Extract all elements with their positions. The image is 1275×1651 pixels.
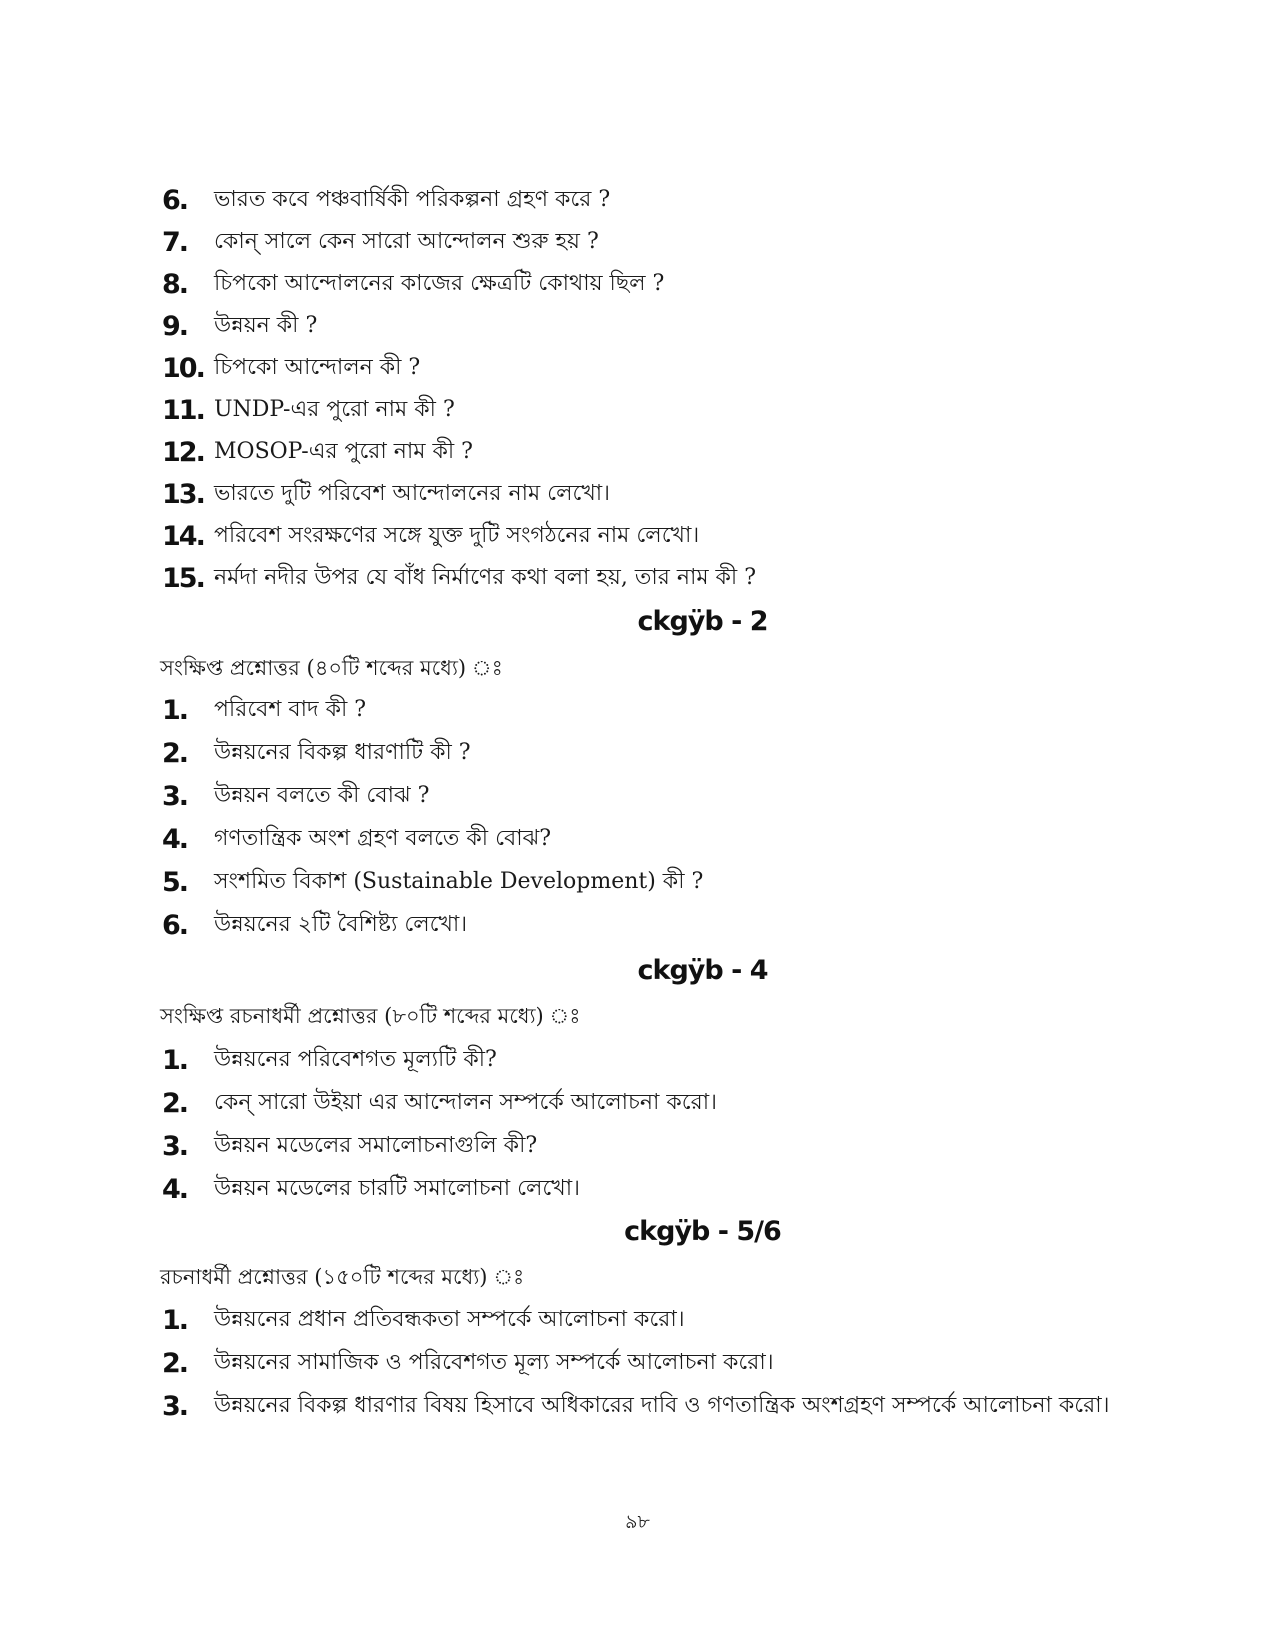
question-item bbox=[162, 306, 317, 346]
question-item bbox=[162, 1126, 537, 1166]
question-item bbox=[162, 690, 366, 730]
question-item bbox=[162, 222, 599, 262]
section-subheading: রচনাধর্মী প্রশ্নোত্তর (১৫০টি শব্দের মধ্যে) ঃ bbox=[160, 1265, 525, 1289]
question-text: UNDP-এর পুরো নাম কী ? bbox=[214, 396, 455, 422]
question-number: 4. bbox=[162, 1173, 188, 1205]
question-number: 6. bbox=[162, 909, 188, 941]
question-text: উন্নয়ন বলতে কী বোঝ ? bbox=[214, 782, 430, 808]
question-item bbox=[162, 264, 664, 304]
section-subheading: সংক্ষিপ্ত রচনাধর্মী প্রশ্নোত্তর (৮০টি শব্দের মধ্যে) ঃ bbox=[160, 1004, 581, 1028]
question-number: 9. bbox=[162, 310, 188, 342]
question-text: MOSOP-এর পুরো নাম কী ? bbox=[214, 438, 473, 464]
question-number: 3. bbox=[162, 780, 188, 812]
question-text: উন্নয়নের বিকল্প ধারণার বিষয় হিসাবে অধিকারের দাবি ও গণতান্ত্রিক অংশগ্রহণ সম্পর্কে আলোচনা করো। bbox=[214, 1392, 1110, 1418]
question-item bbox=[162, 558, 756, 598]
question-item bbox=[162, 432, 473, 472]
question-number: 2. bbox=[162, 1347, 188, 1379]
question-item bbox=[162, 180, 610, 220]
question-text: চিপকো আন্দোলন কী ? bbox=[214, 354, 421, 380]
question-item bbox=[162, 1343, 774, 1383]
question-text: কোন্ সালে কেন সারো আন্দোলন শুরু হয় ? bbox=[214, 228, 599, 254]
question-number: 6. bbox=[162, 184, 188, 216]
question-text: গণতান্ত্রিক অংশ গ্রহণ বলতে কী বোঝ? bbox=[214, 825, 552, 851]
question-text: উন্নয়নের প্রধান প্রতিবন্ধকতা সম্পর্কে আলোচনা করো। bbox=[214, 1306, 685, 1332]
question-number: 2. bbox=[162, 737, 188, 769]
question-text: ভারতে দুটি পরিবেশ আন্দোলনের নাম লেখো। bbox=[214, 480, 611, 506]
question-number: 10. bbox=[162, 352, 204, 384]
question-item bbox=[162, 1083, 717, 1123]
question-text: চিপকো আন্দোলনের কাজের ক্ষেত্রটি কোথায় ছিল ? bbox=[214, 270, 665, 296]
page-number: ৯৮ bbox=[625, 1511, 650, 1533]
question-item bbox=[162, 1300, 685, 1340]
question-text: উন্নয়ন মডেলের চারটি সমালোচনা লেখো। bbox=[214, 1175, 580, 1201]
question-number: 5. bbox=[162, 866, 188, 898]
question-item bbox=[162, 862, 703, 902]
question-item bbox=[162, 474, 610, 514]
question-item bbox=[162, 733, 471, 773]
question-text: সংশমিত বিকাশ (Sustainable Development) কী ? bbox=[214, 868, 704, 894]
question-number: 1. bbox=[162, 694, 188, 726]
question-item bbox=[162, 905, 467, 945]
question-text: পরিবেশ সংরক্ষণের সঙ্গে যুক্ত দুটি সংগঠনের নাম লেখো। bbox=[214, 522, 700, 548]
question-text: ভারত কবে পঞ্চবার্ষিকী পরিকল্পনা গ্রহণ করে ? bbox=[214, 186, 611, 212]
question-number: 3. bbox=[162, 1130, 188, 1162]
question-item bbox=[162, 1040, 497, 1080]
question-item bbox=[162, 819, 551, 859]
question-text: উন্নয়নের বিকল্প ধারণাটি কী ? bbox=[214, 739, 471, 765]
question-item bbox=[162, 776, 429, 816]
question-item bbox=[162, 1386, 1109, 1426]
question-text: উন্নয়নের সামাজিক ও পরিবেশগত মূল্য সম্পর্কে আলোচনা করো। bbox=[214, 1349, 774, 1375]
question-number: 11. bbox=[162, 394, 204, 426]
question-text: কেন্ সারো উইয়া এর আন্দোলন সম্পর্কে আলোচনা করো। bbox=[214, 1089, 717, 1115]
question-number: 1. bbox=[162, 1304, 188, 1336]
question-number: 15. bbox=[162, 562, 204, 594]
question-text: উন্নয়ন কী ? bbox=[214, 312, 318, 338]
question-text: পরিবেশ বাদ কী ? bbox=[214, 696, 367, 722]
question-number: 3. bbox=[162, 1390, 188, 1422]
question-item bbox=[162, 516, 699, 556]
question-number: 14. bbox=[162, 520, 204, 552]
question-text: উন্নয়নের পরিবেশগত মূল্যটি কী? bbox=[214, 1046, 497, 1072]
question-item bbox=[162, 1169, 580, 1209]
question-item bbox=[162, 390, 455, 430]
question-number: 13. bbox=[162, 478, 204, 510]
question-text: নর্মদা নদীর উপর যে বাঁধ নির্মাণের কথা বলা হয়, তার নাম কী ? bbox=[214, 564, 757, 590]
section-heading: ckgÿb - 2 bbox=[637, 606, 768, 637]
section-heading: ckgÿb - 5/6 bbox=[624, 1216, 781, 1247]
question-number: 2. bbox=[162, 1087, 188, 1119]
question-number: 8. bbox=[162, 268, 188, 300]
question-text: উন্নয়ন মডেলের সমালোচনাগুলি কী? bbox=[214, 1132, 538, 1158]
question-number: 7. bbox=[162, 226, 188, 258]
section-subheading: সংক্ষিপ্ত প্রশ্নোত্তর (৪০টি শব্দের মধ্যে) ঃ bbox=[160, 656, 503, 680]
question-number: 12. bbox=[162, 436, 204, 468]
question-number: 1. bbox=[162, 1044, 188, 1076]
question-text: উন্নয়নের ২টি বৈশিষ্ট্য লেখো। bbox=[214, 911, 468, 937]
section-heading: ckgÿb - 4 bbox=[637, 955, 768, 986]
question-number: 4. bbox=[162, 823, 188, 855]
question-item bbox=[162, 348, 420, 388]
